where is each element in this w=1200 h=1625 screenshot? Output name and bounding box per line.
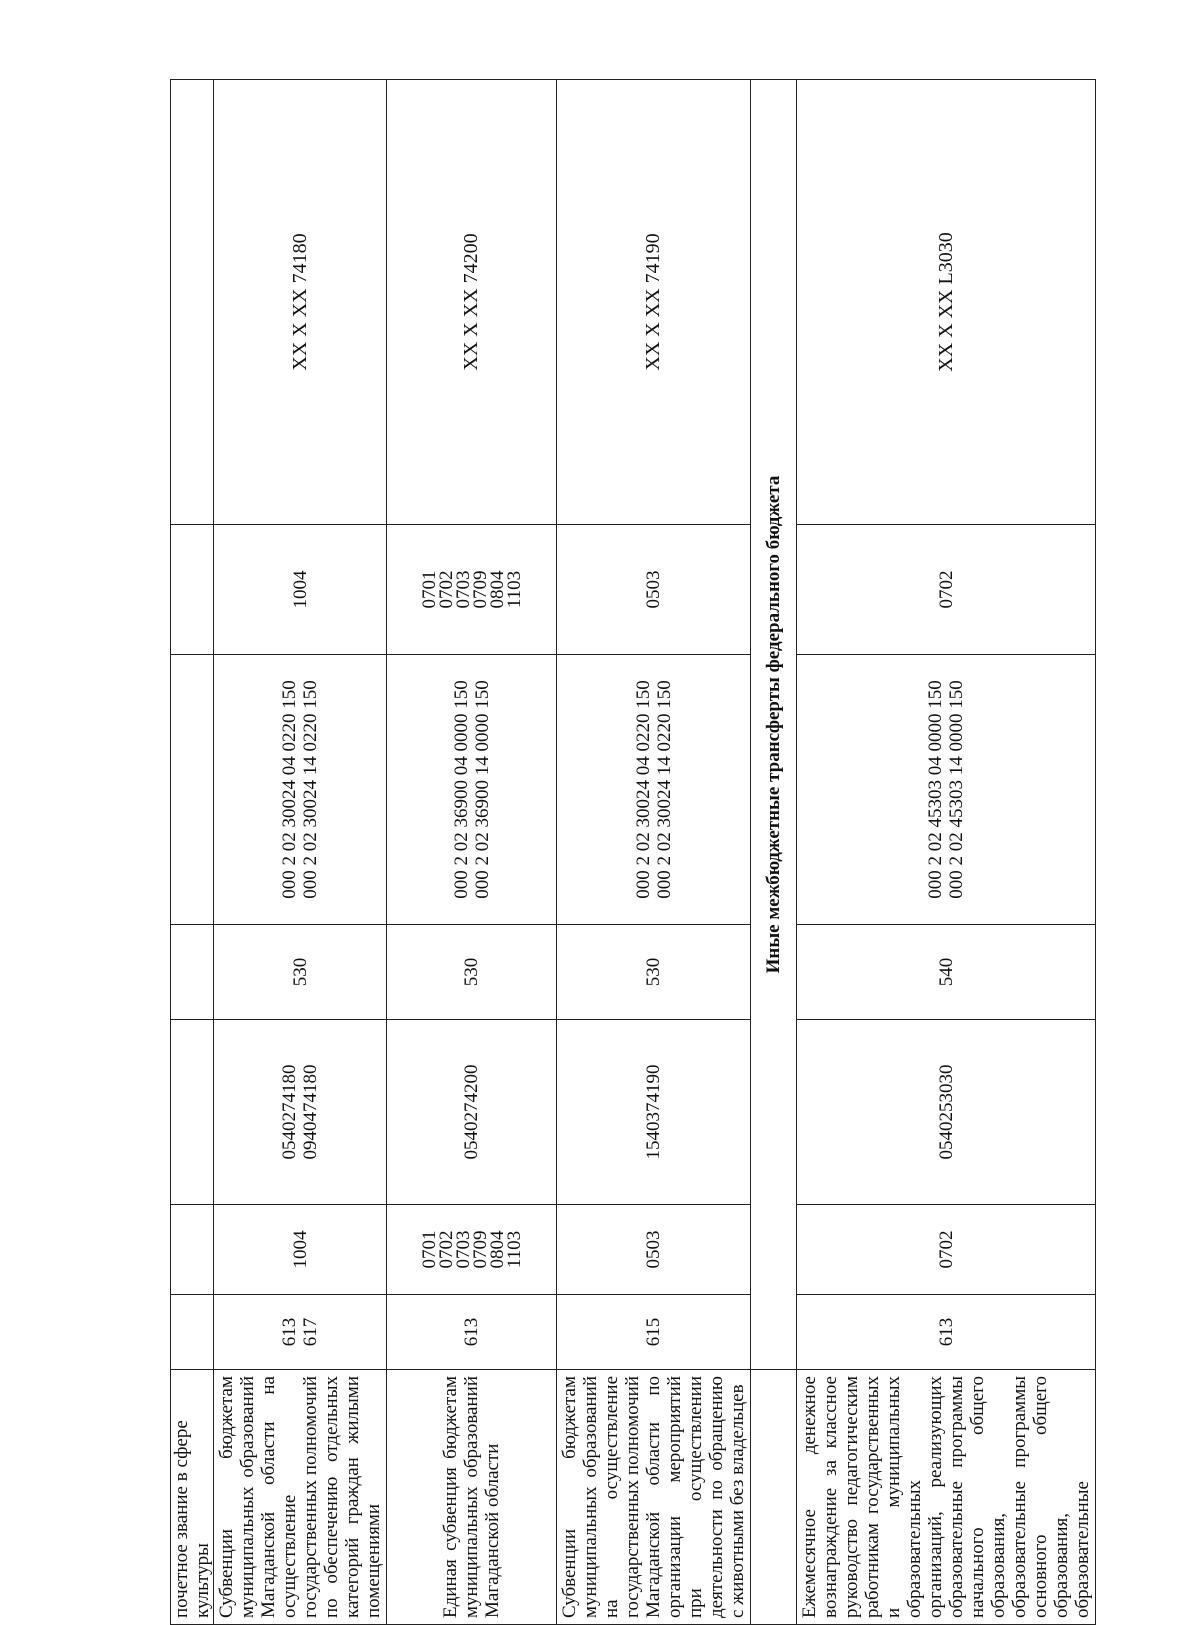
section-header: Иные межбюджетные трансферты федерального бюджета [751, 80, 797, 1370]
cell-kvr2: 530 [214, 925, 387, 1020]
cell-kbk: 000 2 02 30024 04 0220 150 000 2 02 30024 14 0220 150 [214, 655, 387, 925]
section-header-row [751, 80, 797, 1625]
table-row [387, 80, 557, 1625]
table-row [797, 80, 1096, 1625]
cell-kvr: 613 [797, 1295, 1096, 1370]
cell-razdel2: 1004 [214, 525, 387, 655]
cell-kbk: 000 2 02 36900 04 0000 150 000 2 02 36900 14 0000 150 [387, 655, 557, 925]
cell-razdel2: 0701 0702 0703 0709 0804 1103 [387, 525, 557, 655]
table-row [214, 80, 387, 1625]
cell-kvr2: 530 [557, 925, 751, 1020]
cell-kvr2: 540 [797, 925, 1096, 1020]
cell-razdel2: 0702 [797, 525, 1096, 655]
cell-kcsr: 0540274180 0940474180 [214, 1020, 387, 1205]
table-row-top [171, 80, 214, 1625]
cell-kvr: 613 617 [214, 1295, 387, 1370]
cell-code: XX X XX 74180 [214, 80, 387, 525]
cell-code: XX X XX 74200 [387, 80, 557, 525]
cell-code: XX X XX 74190 [557, 80, 751, 525]
cell-kbk: 000 2 02 45303 04 0000 150 000 2 02 45303 14 0000 150 [797, 655, 1096, 925]
cell-razdel2: 0503 [557, 525, 751, 655]
budget-table [170, 79, 1096, 1625]
cell-name: Субвенции бюджетам муниципальных образований на осуществление государственных полномочий Магаданской области по организации мероприятий при осуществлении деятельности по обращению с животными без владельцев [557, 1370, 751, 1625]
cell-razdel: 0503 [557, 1205, 751, 1295]
cell-name: Ежемесячное денежное вознаграждение за классное руководство педагогическим работникам государственных и муниципальных образовательных организаций, реализующих образовательные программы начального общего образования, образовательные программы основного общего образования, образовательные [797, 1370, 1096, 1625]
cell-name: почетное звание в сфере культуры [171, 1370, 214, 1625]
cell-code: XX X XX L3030 [797, 80, 1096, 525]
cell-kbk: 000 2 02 30024 04 0220 150 000 2 02 30024 14 0220 150 [557, 655, 751, 925]
cell-razdel: 0702 [797, 1205, 1096, 1295]
cell-kvr2: 530 [387, 925, 557, 1020]
table-row [557, 80, 751, 1625]
cell-razdel: 1004 [214, 1205, 387, 1295]
cell-kcsr: 0540274200 [387, 1020, 557, 1205]
cell-kcsr: 0540253030 [797, 1020, 1096, 1205]
cell-razdel: 0701 0702 0703 0709 0804 1103 [387, 1205, 557, 1295]
cell-kvr: 613 [387, 1295, 557, 1370]
rotated-page [170, 80, 1093, 1625]
cell-kcsr: 1540374190 [557, 1020, 751, 1205]
cell-kvr: 615 [557, 1295, 751, 1370]
cell-name: Единая субвенция бюджетам муниципальных образований Магаданской области [387, 1370, 557, 1625]
cell-name: Субвенции бюджетам муниципальных образований Магаданской области на осуществление государственных полномочий по обеспечению отдельных категорий граждан жилыми помещениями [214, 1370, 387, 1625]
